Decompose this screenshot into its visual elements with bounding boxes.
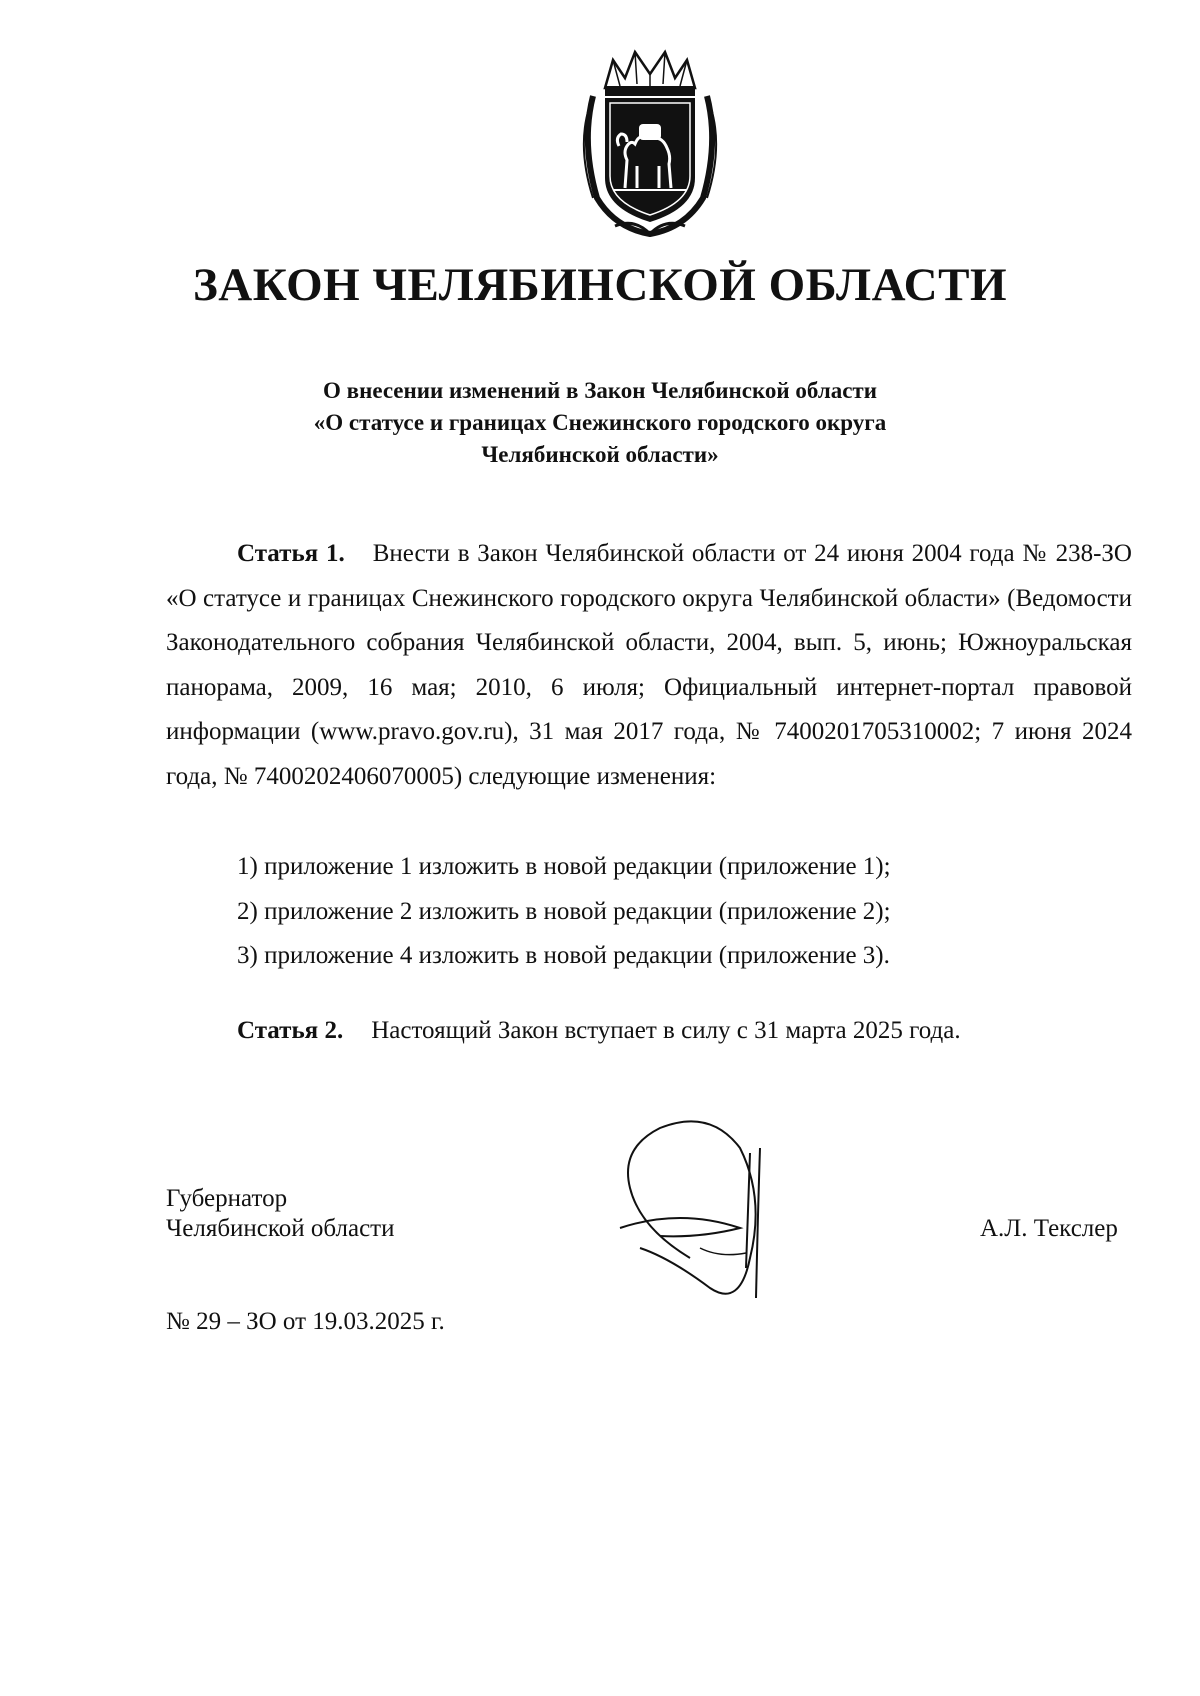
document-title: ЗАКОН ЧЕЛЯБИНСКОЙ ОБЛАСТИ: [192, 259, 1008, 311]
signature-icon: [600, 1108, 820, 1318]
subtitle-line: «О статусе и границах Снежинского городского округа: [313, 410, 887, 435]
signatory-title: [166, 1184, 394, 1244]
list-item: 2) приложение 2 изложить в новой редакции (приложение 2);: [237, 897, 891, 925]
coat-of-arms-icon: [575, 48, 725, 238]
subtitle-line: Челябинской области»: [481, 442, 719, 467]
amendments-list: [237, 845, 891, 979]
signatory-name: А.Л. Текслер: [980, 1215, 1118, 1242]
subtitle-line: О внесении изменений в Закон Челябинской области: [323, 378, 877, 403]
article-2-paragraph: [237, 1017, 961, 1045]
article-2-text: Настоящий Закон вступает в силу с 31 марта 2025 года.: [371, 1017, 961, 1044]
list-item: 1) приложение 1 изложить в новой редакции (приложение 1);: [237, 853, 891, 880]
article-1-text: Внести в Закон Челябинской области от 24 июня 2004 года № 238-ЗО «О статусе и границах Снежинского городского округа Челябинской области» (Ведомости Законодательного собрания Челябинской области, 2004, вып. 5, июнь; Южноуральская панорама, 2009, 16 мая; 2010, 6 июля; Официальный интернет-портал правовой информации (www.pravo.gov.ru), 31 мая 2017 года, № 7400201705310002; 7 июня 2024 года, № 7400202406070005) следующие изменения:: [166, 540, 1132, 790]
article-2-label: Статья 2.: [237, 1017, 344, 1044]
list-item: 3) приложение 4 изложить в новой редакции (приложение 3).: [237, 942, 890, 969]
document-subtitle: [0, 375, 1200, 471]
article-1-label: Статья 1.: [237, 540, 345, 567]
article-1-paragraph: [166, 532, 1132, 799]
document-number: № 29 – ЗО от 19.03.2025 г.: [166, 1308, 445, 1335]
signatory-title-line: Челябинской области: [166, 1215, 395, 1242]
signatory-title-line: Губернатор: [166, 1185, 288, 1212]
